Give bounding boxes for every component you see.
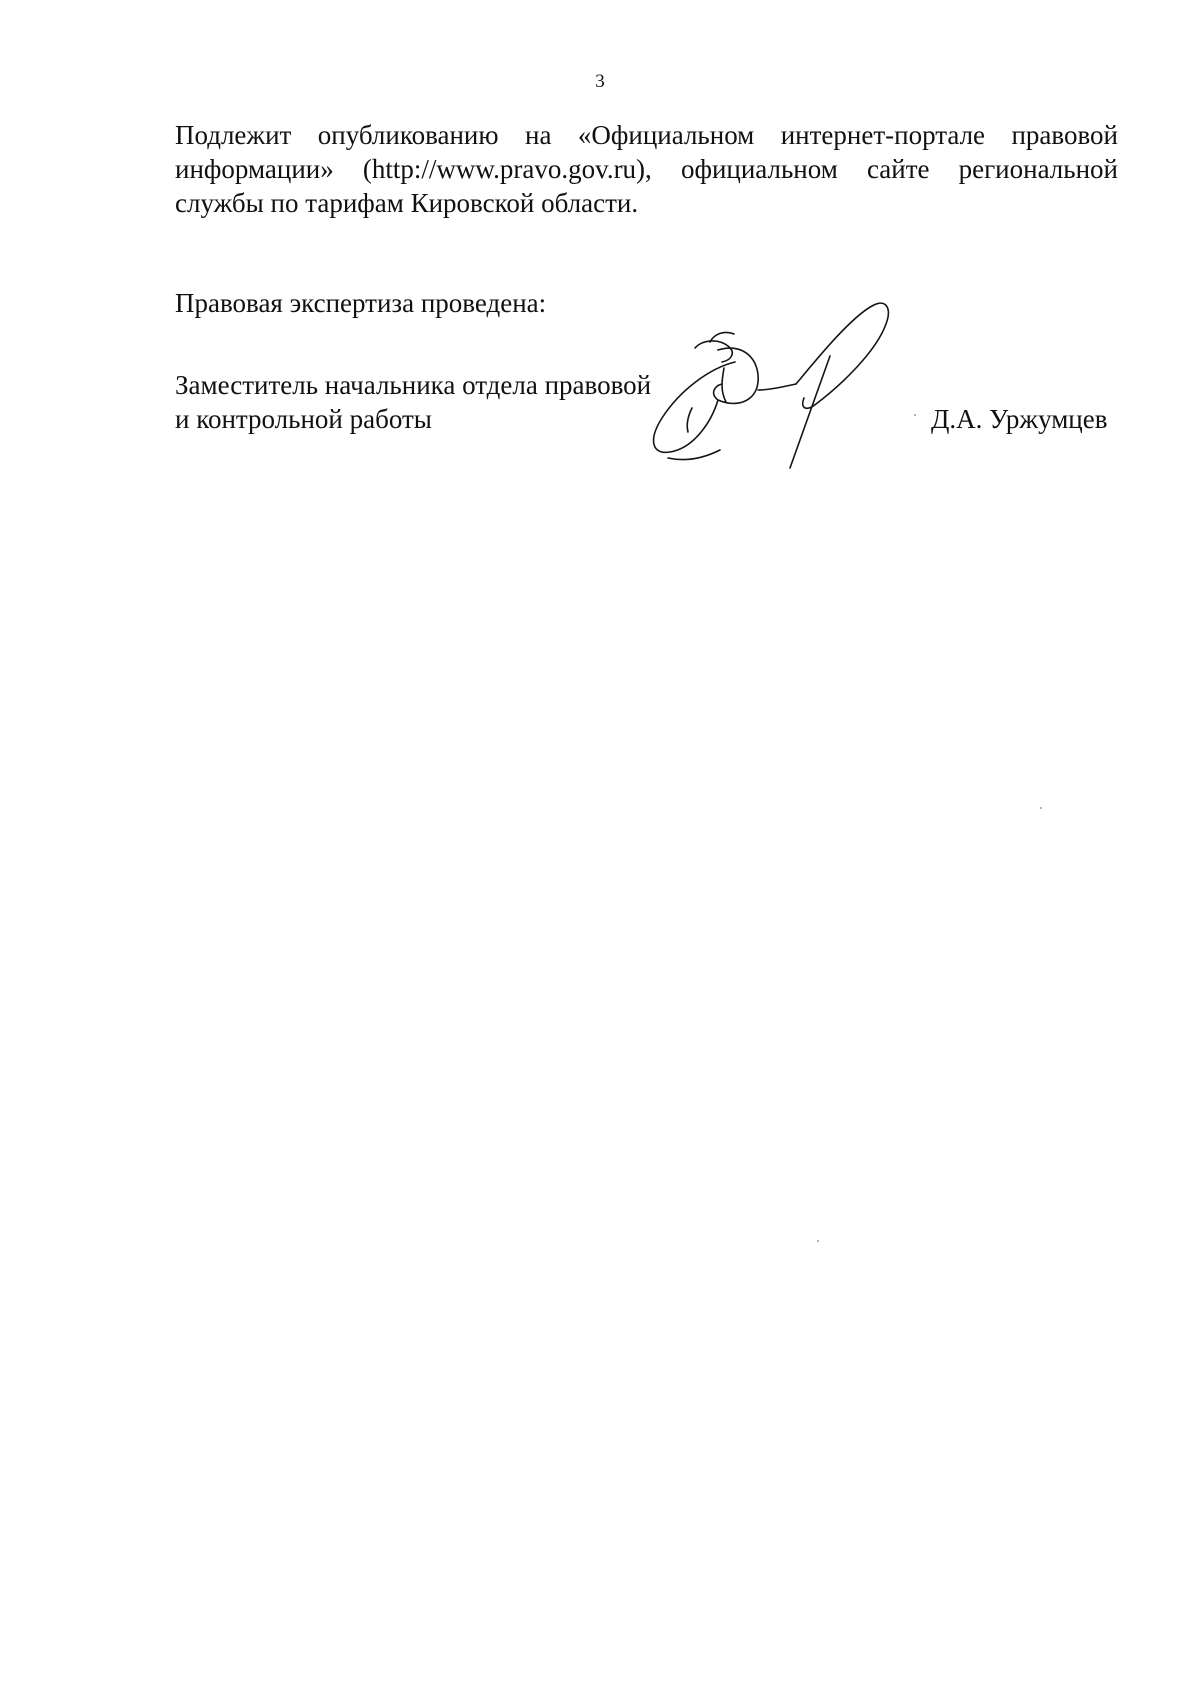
signatory-name: Д.А. Уржумцев [931,404,1108,434]
page-number: 3 [595,71,605,92]
publication-note: Подлежит опубликованию на «Официальном интернет-портале правовой информации» (http://www.pravo.gov.ru), официальном сайте региональной службы по тарифам Кировской области. [175,120,1118,218]
scan-speck [817,1240,819,1242]
signatory-position [175,368,651,436]
scan-speck [1040,807,1042,809]
scan-speck [914,414,916,416]
signatory-position-line-2: и контрольной работы [175,404,432,434]
handwritten-signature [640,290,940,480]
signatory-position-line-1: Заместитель начальника отдела правовой [175,370,652,400]
legal-expertise-statement: Правовая экспертиза проведена: [175,288,547,318]
